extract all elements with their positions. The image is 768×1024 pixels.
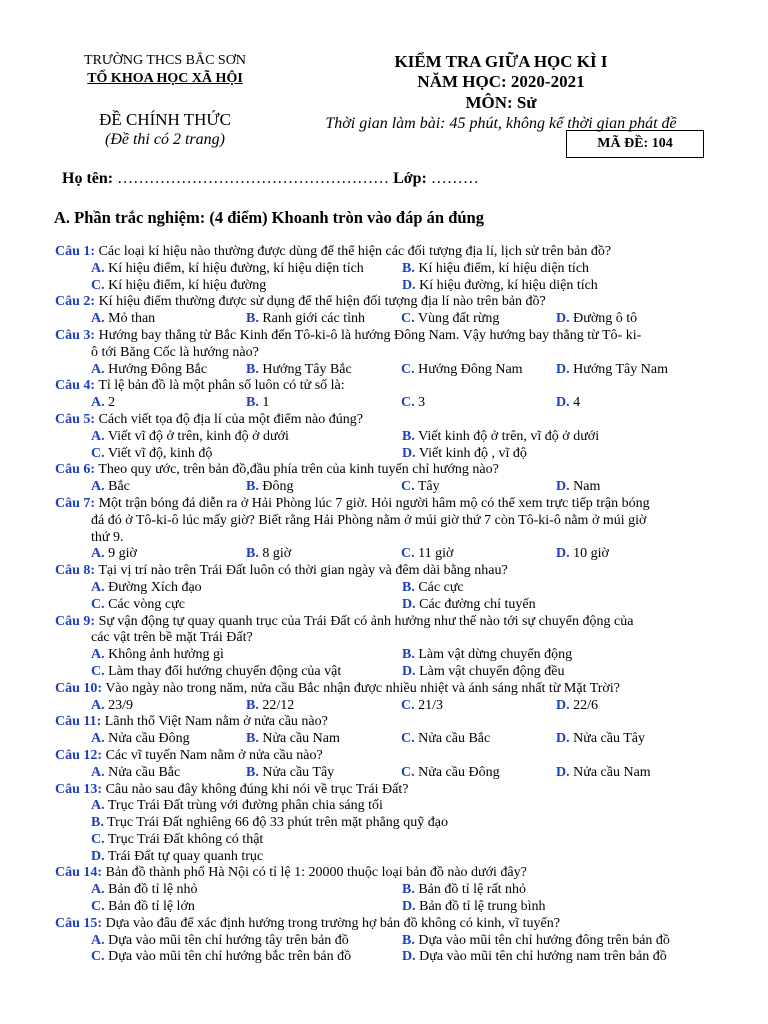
option-text: 8 giờ bbox=[262, 546, 292, 562]
option-letter: A. bbox=[91, 579, 105, 595]
question-text: Các vĩ tuyến Nam nằm ở nửa cầu nào? bbox=[105, 747, 323, 763]
answer-options bbox=[55, 429, 715, 463]
option-text: Các cực bbox=[418, 579, 464, 595]
question-text-line bbox=[55, 496, 715, 513]
answer-option[interactable] bbox=[91, 765, 246, 782]
option-text: Hướng Đông Bắc bbox=[108, 361, 208, 377]
option-letter: A. bbox=[91, 479, 105, 495]
option-letter: C. bbox=[91, 277, 105, 293]
answer-option[interactable] bbox=[246, 731, 401, 748]
question-number: Câu 8: bbox=[55, 563, 96, 579]
option-letter: D. bbox=[556, 764, 570, 780]
option-letter: D. bbox=[402, 663, 416, 679]
answer-option[interactable] bbox=[556, 731, 711, 748]
option-text: Hướng Đông Nam bbox=[418, 361, 523, 377]
option-text: Dựa vào mũi tên chỉ hướng bắc trên bản đồ bbox=[108, 949, 352, 965]
answer-option[interactable] bbox=[91, 446, 402, 463]
question-text: Kí hiệu điểm thường được sử dụng để thể hiện đối tượng địa lí nào trên bản đồ? bbox=[98, 294, 546, 310]
option-letter: D. bbox=[402, 445, 416, 461]
option-letter: C. bbox=[91, 445, 105, 461]
school-name: TRƯỜNG THCS BẮC SƠN bbox=[84, 53, 246, 68]
answer-option[interactable] bbox=[246, 698, 401, 715]
question-text-line bbox=[55, 345, 715, 362]
answer-option[interactable] bbox=[402, 949, 713, 966]
question-5 bbox=[55, 412, 715, 462]
question-number: Câu 12: bbox=[55, 747, 103, 763]
answer-option[interactable] bbox=[402, 597, 713, 614]
answer-option[interactable] bbox=[402, 278, 713, 295]
option-letter: B. bbox=[246, 361, 259, 377]
question-12 bbox=[55, 748, 715, 782]
option-letter: D. bbox=[402, 277, 416, 293]
question-number: Câu 7: bbox=[55, 495, 96, 511]
question-number: Câu 11: bbox=[55, 714, 102, 730]
option-text: Nửa cầu Tây bbox=[573, 731, 645, 747]
answer-option[interactable] bbox=[91, 311, 246, 328]
question-text: Dựa vào đâu để xác định hướng trong trường hợ bản đồ không có kinh, vĩ tuyến? bbox=[105, 915, 560, 931]
name-blank: …………………………………………… bbox=[117, 170, 390, 187]
answer-option[interactable] bbox=[401, 362, 556, 379]
option-text: 23/9 bbox=[108, 697, 134, 713]
option-letter: C. bbox=[401, 546, 415, 562]
option-text: Các vòng cực bbox=[108, 596, 185, 612]
option-text: Đường ô tô bbox=[573, 311, 638, 327]
answer-options bbox=[55, 731, 715, 748]
option-text: Viết kinh độ ở trên, vĩ độ ở dưới bbox=[418, 428, 600, 444]
option-text: Bản đồ tỉ lệ trung bình bbox=[419, 899, 546, 915]
question-number: Câu 2: bbox=[55, 294, 96, 310]
option-letter: D. bbox=[556, 697, 570, 713]
question-text-line bbox=[55, 412, 715, 429]
option-letter: B. bbox=[246, 395, 259, 411]
answer-options bbox=[55, 798, 715, 865]
question-text-line bbox=[55, 378, 715, 395]
class-blank: ……… bbox=[430, 170, 479, 187]
option-letter: A. bbox=[91, 311, 105, 327]
option-letter: C. bbox=[401, 311, 415, 327]
option-letter: C. bbox=[401, 395, 415, 411]
option-text: Nửa cầu Nam bbox=[573, 764, 651, 780]
option-text: Làm vật chuyển động đều bbox=[419, 663, 565, 679]
option-text: Mỏ than bbox=[108, 311, 156, 327]
option-letter: C. bbox=[401, 479, 415, 495]
answer-option[interactable] bbox=[246, 362, 401, 379]
option-text: Làm thay đổi hướng chuyển động của vật bbox=[108, 663, 342, 679]
option-text: Kí hiệu điểm, kí hiệu diện tích bbox=[418, 260, 590, 276]
option-letter: C. bbox=[401, 697, 415, 713]
option-text: 4 bbox=[573, 395, 581, 411]
question-text: Cách viết tọa độ địa lí của một điểm nào đúng? bbox=[98, 411, 363, 427]
answer-option[interactable] bbox=[91, 832, 711, 849]
answer-option[interactable] bbox=[556, 311, 711, 328]
option-text: Trái Đất tự quay quanh trục bbox=[107, 848, 264, 864]
answer-option[interactable] bbox=[402, 899, 713, 916]
question-2 bbox=[55, 294, 715, 328]
subject: MÔN: Sử bbox=[465, 93, 537, 112]
option-text: Viết vĩ độ ở trên, kinh độ ở dưới bbox=[107, 428, 289, 444]
option-text: Đường Xích đạo bbox=[108, 579, 202, 595]
option-letter: A. bbox=[91, 395, 105, 411]
option-text: Nửa cầu Tây bbox=[262, 764, 335, 780]
time-note: Thời gian làm bài: 45 phút, không kể thời gian phát đề bbox=[325, 115, 677, 132]
question-text: Một trận bóng đá diễn ra ở Hải Phòng lúc 7 giờ. Hỏi người hâm mộ có thể xem trực tiếp trận bóng bbox=[98, 495, 650, 511]
option-letter: A. bbox=[91, 546, 105, 562]
option-text: Bản đồ tỉ lệ lớn bbox=[108, 899, 195, 915]
option-letter: C. bbox=[91, 899, 105, 915]
answer-option[interactable] bbox=[402, 446, 713, 463]
option-letter: B. bbox=[402, 428, 415, 444]
answer-option[interactable] bbox=[401, 311, 556, 328]
option-text: 3 bbox=[418, 395, 426, 411]
option-letter: B. bbox=[402, 260, 415, 276]
option-text: Bản đồ tỉ lệ rất nhỏ bbox=[418, 882, 527, 898]
answer-options bbox=[55, 261, 715, 295]
answer-option[interactable] bbox=[246, 479, 401, 496]
answer-option[interactable] bbox=[91, 278, 402, 295]
question-1 bbox=[55, 244, 715, 294]
answer-option[interactable] bbox=[401, 765, 556, 782]
official-label: ĐỀ CHÍNH THỨC bbox=[99, 110, 231, 129]
option-letter: C. bbox=[401, 731, 415, 747]
question-number: Câu 15: bbox=[55, 915, 103, 931]
answer-option[interactable] bbox=[91, 580, 402, 597]
option-text: 22/6 bbox=[573, 697, 599, 713]
question-text-line bbox=[55, 244, 715, 261]
option-text: Vùng đất rừng bbox=[417, 311, 500, 327]
option-text: Nam bbox=[573, 479, 601, 495]
option-text: 11 giờ bbox=[418, 546, 454, 562]
option-letter: B. bbox=[246, 697, 259, 713]
option-letter: C. bbox=[91, 831, 105, 847]
answer-option[interactable] bbox=[402, 933, 713, 950]
option-text: Dựa vào mũi tên chỉ hướng tây trên bản đồ bbox=[108, 932, 349, 948]
answer-options bbox=[55, 882, 715, 916]
question-text: Tại vị trí nào trên Trái Đất luôn có thời gian ngày và đêm dài bằng nhau? bbox=[98, 563, 508, 579]
option-letter: A. bbox=[91, 428, 105, 444]
option-letter: A. bbox=[91, 697, 105, 713]
answer-option[interactable] bbox=[556, 765, 711, 782]
question-text: Lãnh thổ Việt Nam nằm ở nửa cầu nào? bbox=[104, 714, 328, 730]
question-text: thứ 9. bbox=[91, 529, 124, 545]
option-letter: B. bbox=[402, 932, 415, 948]
answer-option[interactable] bbox=[91, 933, 402, 950]
option-letter: D. bbox=[556, 731, 570, 747]
question-number: Câu 5: bbox=[55, 411, 96, 427]
answer-options bbox=[55, 698, 715, 715]
question-text: Tỉ lệ bản đồ là một phân số luôn có tử số là: bbox=[98, 378, 345, 394]
school-year: NĂM HỌC: 2020-2021 bbox=[417, 72, 585, 91]
question-text-line bbox=[55, 630, 715, 647]
question-number: Câu 14: bbox=[55, 865, 103, 881]
option-text: 21/3 bbox=[418, 697, 444, 713]
question-number: Câu 4: bbox=[55, 378, 96, 394]
option-letter: C. bbox=[401, 361, 415, 377]
option-text: Kí hiệu đường, kí hiệu diện tích bbox=[419, 277, 598, 293]
option-text: Trục Trái Đất trùng với đường phân chia sáng tối bbox=[107, 798, 383, 814]
answer-options bbox=[55, 479, 715, 496]
answer-options bbox=[55, 765, 715, 782]
option-text: Đông bbox=[262, 479, 294, 495]
question-9 bbox=[55, 614, 715, 681]
question-3 bbox=[55, 328, 715, 378]
exam-code-box: MÃ ĐỀ: 104 bbox=[566, 130, 704, 158]
option-letter: B. bbox=[91, 815, 104, 831]
question-number: Câu 13: bbox=[55, 781, 103, 797]
option-letter: D. bbox=[556, 311, 570, 327]
option-text: Bắc bbox=[108, 479, 130, 495]
question-14 bbox=[55, 865, 715, 915]
answer-option[interactable] bbox=[91, 798, 711, 815]
answer-options bbox=[55, 395, 715, 412]
option-text: 9 giờ bbox=[108, 546, 137, 562]
question-text: Vào ngày nào trong năm, nửa cầu Bắc nhận được nhiều nhiệt và ánh sáng nhất từ Mặt Trời? bbox=[105, 680, 620, 696]
option-text: Các đường chí tuyến bbox=[419, 596, 536, 612]
question-text-line bbox=[55, 462, 715, 479]
answer-option[interactable] bbox=[91, 882, 402, 899]
header-right bbox=[296, 52, 706, 134]
answer-option[interactable] bbox=[91, 479, 246, 496]
option-text: Trục Trái Đất nghiêng 66 độ 33 phút trên mặt phẳng quỹ đạo bbox=[107, 815, 448, 831]
question-8 bbox=[55, 563, 715, 613]
question-text: Sự vận động tự quay quanh trục của Trái Đất có ảnh hưởng như thế nào tới sự chuyển động của bbox=[98, 613, 634, 629]
answer-option[interactable] bbox=[91, 815, 711, 832]
question-text: Các loại kí hiệu nào thường được dùng để thể hiện các đối tượng địa lí, lịch sử trên bản đồ? bbox=[98, 244, 612, 259]
option-letter: C. bbox=[91, 663, 105, 679]
answer-option[interactable] bbox=[402, 261, 713, 278]
answer-option[interactable] bbox=[402, 647, 713, 664]
question-text: Câu nào sau đây không đúng khi nói về trục Trái Đất? bbox=[105, 781, 409, 797]
option-letter: A. bbox=[91, 932, 105, 948]
option-letter: D. bbox=[402, 949, 416, 965]
answer-option[interactable] bbox=[556, 395, 711, 412]
option-text: Viết kinh độ , vĩ độ bbox=[418, 445, 527, 461]
answer-option[interactable] bbox=[401, 731, 556, 748]
answer-option[interactable] bbox=[556, 546, 711, 563]
answer-option[interactable] bbox=[401, 479, 556, 496]
option-letter: D. bbox=[556, 361, 570, 377]
option-letter: B. bbox=[402, 579, 415, 595]
answer-options bbox=[55, 311, 715, 328]
option-letter: A. bbox=[91, 764, 105, 780]
answer-option[interactable] bbox=[91, 949, 402, 966]
option-letter: A. bbox=[91, 647, 105, 663]
question-4 bbox=[55, 378, 715, 412]
option-text: Nửa cầu Bắc bbox=[108, 764, 181, 780]
answer-option[interactable] bbox=[246, 765, 401, 782]
option-letter: B. bbox=[246, 764, 259, 780]
answer-option[interactable] bbox=[402, 580, 713, 597]
answer-option[interactable] bbox=[91, 597, 402, 614]
option-text: 2 bbox=[108, 395, 116, 411]
department-name: TỔ KHOA HỌC XÃ HỘI bbox=[87, 71, 243, 86]
option-text: Dựa vào mũi tên chỉ hướng nam trên bản đồ bbox=[419, 949, 667, 965]
question-text-line bbox=[55, 714, 715, 731]
section-title: A. Phần trắc nghiệm: (4 điểm) Khoanh tròn vào đáp án đúng bbox=[54, 208, 484, 227]
question-text-line bbox=[55, 328, 715, 345]
option-letter: D. bbox=[556, 546, 570, 562]
header-left bbox=[60, 52, 270, 150]
question-text-line bbox=[55, 513, 715, 530]
answer-options bbox=[55, 546, 715, 563]
question-7 bbox=[55, 496, 715, 563]
exam-title: KIỂM TRA GIỮA HỌC KÌ I bbox=[394, 52, 608, 71]
answer-option[interactable] bbox=[402, 882, 713, 899]
option-letter: B. bbox=[246, 731, 259, 747]
question-text-line bbox=[55, 530, 715, 547]
question-number: Câu 1: bbox=[55, 244, 96, 259]
option-text: Hướng Tây Nam bbox=[573, 361, 668, 377]
question-text: các vật trên bề mặt Trái Đất? bbox=[91, 630, 253, 646]
answer-option[interactable] bbox=[91, 664, 402, 681]
question-number: Câu 3: bbox=[55, 327, 96, 343]
option-letter: D. bbox=[91, 848, 105, 864]
option-text: Nửa cầu Nam bbox=[262, 731, 340, 747]
option-text: 1 bbox=[262, 395, 270, 411]
question-text-line bbox=[55, 614, 715, 631]
option-letter: A. bbox=[91, 260, 105, 276]
question-text-line bbox=[55, 782, 715, 799]
student-info bbox=[62, 170, 479, 188]
question-text-line bbox=[55, 748, 715, 765]
option-text: Không ảnh hưởng gì bbox=[108, 647, 224, 663]
question-text: Hướng bay thẳng từ Bắc Kinh đến Tô-ki-ô là hướng Đông Nam. Vậy hướng bay thẳng từ Tô- ki- bbox=[98, 327, 642, 343]
answer-option[interactable] bbox=[91, 698, 246, 715]
answer-option[interactable] bbox=[91, 647, 402, 664]
answer-option[interactable] bbox=[401, 546, 556, 563]
question-text: Theo quy ước, trên bản đồ,đầu phía trên của kinh tuyến chỉ hướng nào? bbox=[98, 462, 499, 478]
option-letter: C. bbox=[91, 949, 105, 965]
answer-option[interactable] bbox=[91, 429, 402, 446]
option-text: Trục Trái Đất không có thật bbox=[107, 831, 264, 847]
option-letter: A. bbox=[91, 798, 105, 814]
option-letter: D. bbox=[402, 596, 416, 612]
answer-option[interactable] bbox=[91, 731, 246, 748]
class-label: Lớp: bbox=[393, 170, 427, 187]
question-11 bbox=[55, 714, 715, 748]
question-text: Bản đồ thành phố Hà Nội có tỉ lệ 1: 20000 thuộc loại bản đồ nào dưới đây? bbox=[105, 865, 527, 881]
answer-option[interactable] bbox=[91, 261, 402, 278]
option-text: Nửa cầu Đông bbox=[418, 764, 500, 780]
option-text: Dựa vào mũi tên chỉ hướng đông trên bản đồ bbox=[418, 932, 670, 948]
option-letter: B. bbox=[402, 647, 415, 663]
question-6 bbox=[55, 462, 715, 496]
option-letter: D. bbox=[556, 395, 570, 411]
answer-option[interactable] bbox=[556, 698, 711, 715]
answer-option[interactable] bbox=[91, 546, 246, 563]
answer-option[interactable] bbox=[401, 698, 556, 715]
option-text: Ranh giới các tỉnh bbox=[262, 311, 365, 327]
answer-option[interactable] bbox=[91, 899, 402, 916]
option-letter: D. bbox=[402, 899, 416, 915]
option-text: Bản đồ tỉ lệ nhỏ bbox=[108, 882, 198, 898]
answer-option[interactable] bbox=[401, 395, 556, 412]
option-text: 10 giờ bbox=[573, 546, 609, 562]
answer-option[interactable] bbox=[402, 664, 713, 681]
answer-option[interactable] bbox=[556, 479, 711, 496]
question-number: Câu 9: bbox=[55, 613, 96, 629]
question-text-line bbox=[55, 294, 715, 311]
answer-option[interactable] bbox=[246, 395, 401, 412]
answer-options bbox=[55, 933, 715, 967]
question-10 bbox=[55, 681, 715, 715]
option-text: Tây bbox=[417, 479, 440, 495]
option-text: Viết vĩ độ, kinh độ bbox=[107, 445, 213, 461]
option-text: Kí hiệu điểm, kí hiệu đường, kí hiệu diện tích bbox=[108, 260, 364, 276]
option-letter: B. bbox=[246, 311, 259, 327]
question-text-line bbox=[55, 563, 715, 580]
option-text: Hướng Tây Bắc bbox=[262, 361, 352, 377]
question-number: Câu 10: bbox=[55, 680, 103, 696]
question-15 bbox=[55, 916, 715, 966]
option-text: Nửa cầu Đông bbox=[108, 731, 190, 747]
answer-option[interactable] bbox=[91, 362, 246, 379]
answer-option[interactable] bbox=[246, 311, 401, 328]
option-text: 22/12 bbox=[262, 697, 295, 713]
answer-options bbox=[55, 362, 715, 379]
answer-options bbox=[55, 580, 715, 614]
question-number: Câu 6: bbox=[55, 462, 96, 478]
option-letter: B. bbox=[246, 479, 259, 495]
option-letter: B. bbox=[402, 882, 415, 898]
answer-option[interactable] bbox=[402, 429, 713, 446]
answer-options bbox=[55, 647, 715, 681]
answer-option[interactable] bbox=[556, 362, 711, 379]
option-text: Làm vật dừng chuyển động bbox=[418, 647, 573, 663]
question-text: đá đó ở Tô-ki-ô lúc mấy giờ? Biết rằng Hải Phòng nằm ở múi giờ thứ 7 còn Tô-ki-ô nằm ở múi giờ bbox=[91, 512, 647, 528]
answer-option[interactable] bbox=[91, 849, 711, 866]
question-text: ô tới Băng Cốc là hướng nào? bbox=[91, 344, 259, 360]
question-list bbox=[55, 244, 715, 966]
answer-option[interactable] bbox=[246, 546, 401, 563]
option-letter: B. bbox=[246, 546, 259, 562]
option-letter: A. bbox=[91, 882, 105, 898]
option-letter: A. bbox=[91, 361, 105, 377]
question-text-line bbox=[55, 865, 715, 882]
option-letter: C. bbox=[91, 596, 105, 612]
option-text: Nửa cầu Bắc bbox=[418, 731, 491, 747]
answer-option[interactable] bbox=[91, 395, 246, 412]
option-letter: D. bbox=[556, 479, 570, 495]
question-text-line bbox=[55, 681, 715, 698]
pages-note: (Đề thi có 2 trang) bbox=[105, 131, 225, 148]
name-label: Họ tên: bbox=[62, 170, 114, 187]
question-13 bbox=[55, 782, 715, 866]
option-letter: C. bbox=[401, 764, 415, 780]
option-letter: A. bbox=[91, 731, 105, 747]
option-text: Kí hiệu điểm, kí hiệu đường bbox=[108, 277, 267, 293]
question-text-line bbox=[55, 916, 715, 933]
